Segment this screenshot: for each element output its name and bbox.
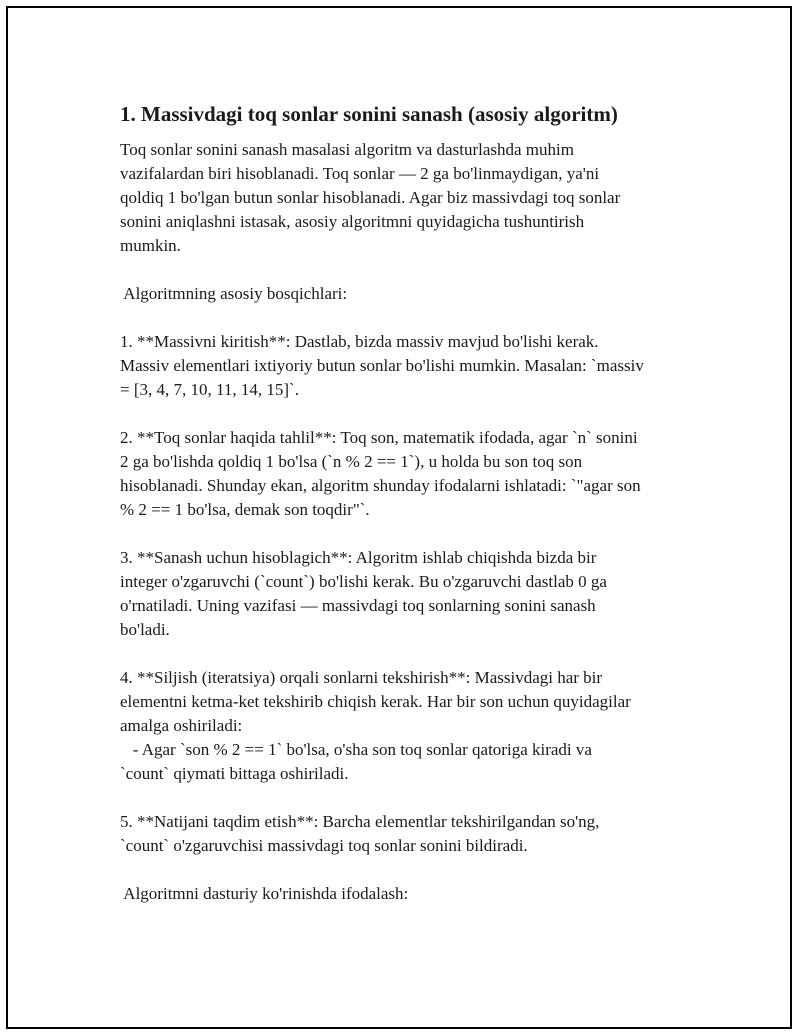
document-title: 1. Massivdagi toq sonlar sonini sanash (asosiy algoritm) — [120, 102, 618, 126]
code-heading: Algoritmni dasturiy ko'rinishda ifodalash: — [120, 884, 409, 903]
step-4-paragraph: 4. **Siljish (iteratsiya) orqali sonlarni tekshirish**: Massivdagi har bir elementni ketma-ket tekshirib chiqish kerak. Har bir son uchun quyidagilar amalga oshiriladi: - Agar `son % 2 == 1` bo'lsa, o'sha son toq sonlar qatoriga kiradi va `count` qiymati bittaga oshiriladi. — [120, 668, 631, 783]
step-3-paragraph: 3. **Sanash uchun hisoblagich**: Algoritm ishlab chiqishda bizda bir integer o'zgaruvchi (`count`) bo'lishi kerak. Bu o'zgaruvchi dastlab 0 ga o'rnatiladi. Uning vazifasi — massivdagi toq sonlarning sonini sanash bo'ladi. — [120, 548, 607, 639]
step-5-paragraph: 5. **Natijani taqdim etish**: Barcha elementlar tekshirilgandan so'ng, `count` o'zgaruvchisi massivdagi toq sonlar sonini bildiradi. — [120, 812, 600, 855]
step-1-paragraph: 1. **Massivni kiritish**: Dastlab, bizda massiv mavjud bo'lishi kerak. Massiv elementlari ixtiyoriy butun sonlar bo'lishi mumkin. Masalan: `massiv = [3, 4, 7, 10, 11, 14, 15]`. — [120, 332, 644, 399]
document-body — [120, 100, 710, 930]
step-2-paragraph: 2. **Toq sonlar haqida tahlil**: Toq son, matematik ifodada, agar `n` sonini 2 ga bo'lishda qoldiq 1 bo'lsa (`n % 2 == 1`), u holda bu son toq son hisoblanadi. Shunday ekan, algoritm shunday ifodalarni ishlatadi: `"agar son % 2 == 1 bo'lsa, demak son toqdir"`. — [120, 428, 641, 519]
steps-heading: Algoritmning asosiy bosqichlari: — [120, 284, 348, 303]
intro-paragraph: Toq sonlar sonini sanash masalasi algoritm va dasturlashda muhim vazifalardan biri hisoblanadi. Toq sonlar — 2 ga bo'linmaydigan, ya'ni qoldiq 1 bo'lgan butun sonlar hisoblanadi. Agar biz massivdagi toq sonlar sonini aniqlashni istasak, asosiy algoritmni quyidagicha tushuntirish mumkin. — [120, 140, 621, 255]
document-page — [6, 6, 792, 1029]
